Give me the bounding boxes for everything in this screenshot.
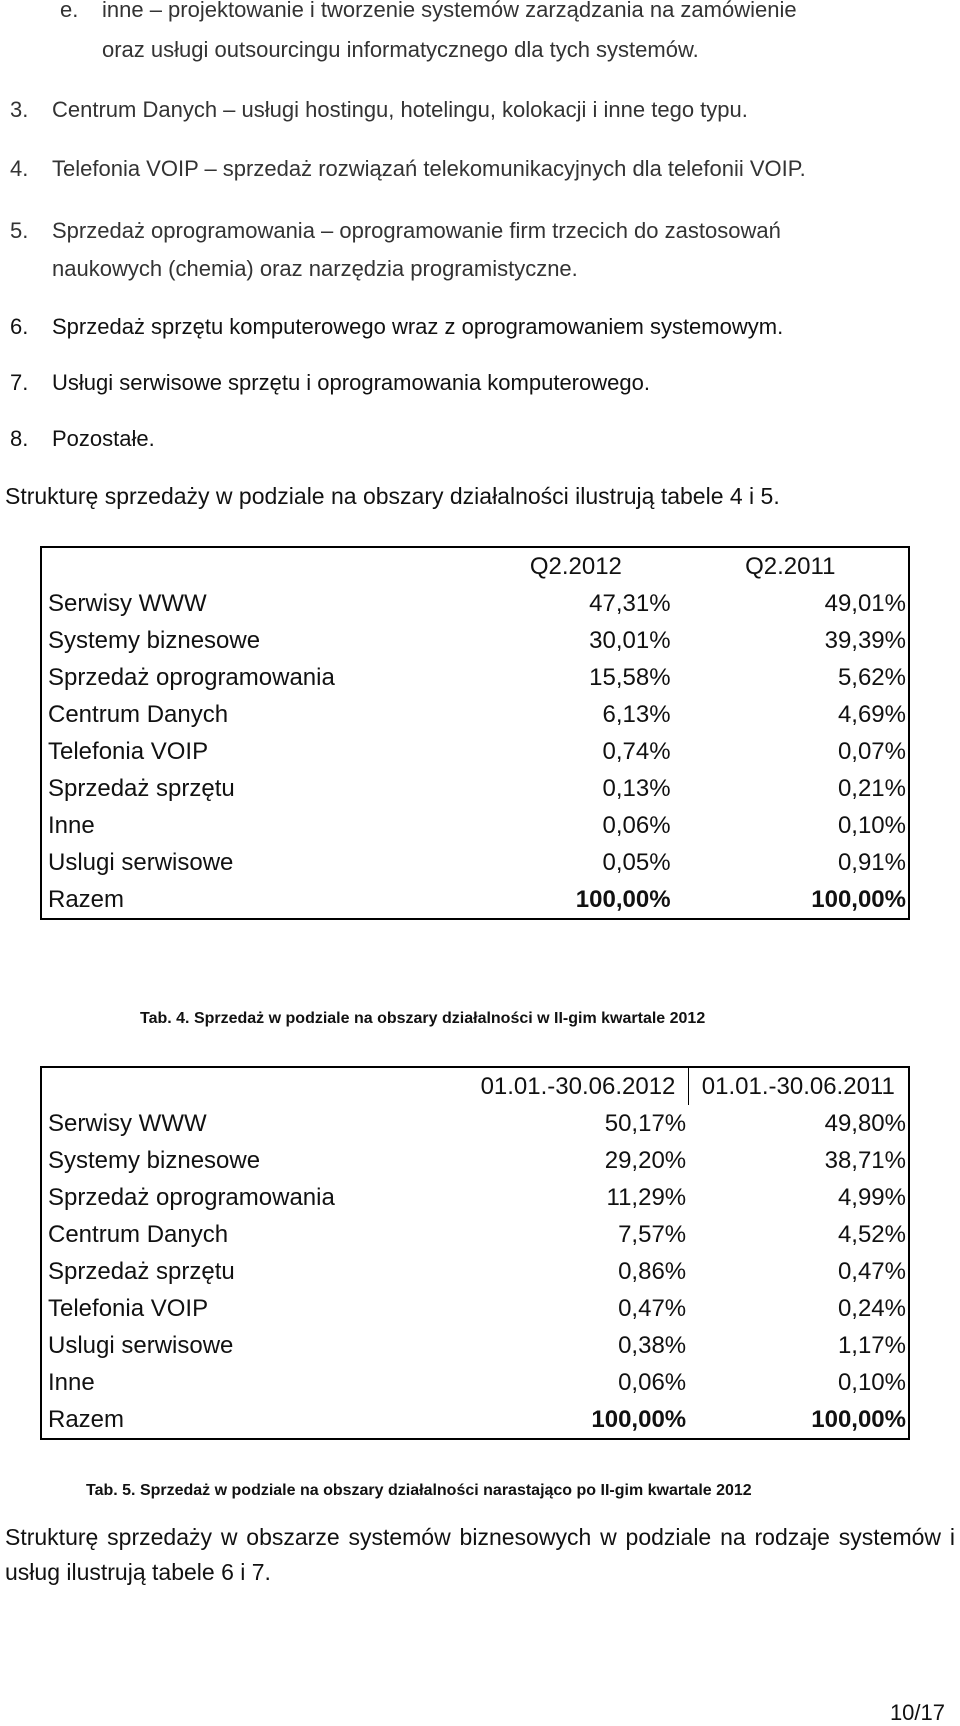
row-label: Inne — [41, 1364, 468, 1401]
row-value: 4,52% — [688, 1216, 909, 1253]
row-value: 49,01% — [673, 585, 909, 622]
row-value: 0,13% — [602, 775, 671, 802]
list-item — [10, 96, 748, 124]
row-label: Razem — [41, 1401, 468, 1439]
row-value: 100,00% — [468, 1401, 688, 1439]
row-value: 0,86% — [618, 1258, 687, 1285]
table-row — [41, 807, 909, 844]
row-value: 0,10% — [673, 807, 909, 844]
list-text: naukowych (chemia) oraz narzędzia programistyczne. — [52, 256, 578, 281]
row-label: Systemy biznesowe — [41, 622, 479, 659]
table-row — [41, 622, 909, 659]
row-value: 0,05% — [602, 849, 671, 876]
row-value: 11,29% — [606, 1184, 687, 1211]
row-value: 0,06% — [618, 1369, 687, 1396]
row-value: 7,57% — [618, 1221, 687, 1248]
table-row — [41, 1364, 909, 1401]
table-caption: Tab. 5. Sprzedaż w podziale na obszary działalności narastająco po II-gim kwartale 2012 — [86, 1482, 752, 1499]
row-value: 0,07% — [673, 733, 909, 770]
table-row-total — [41, 1401, 909, 1439]
table-row — [41, 585, 909, 622]
table-row — [41, 844, 909, 881]
row-label: Telefonia VOIP — [41, 1290, 468, 1327]
table-header: Q2.2012 — [479, 547, 672, 585]
row-value: 100,00% — [479, 881, 672, 919]
table-row — [41, 1142, 909, 1179]
page-number: 10/17 — [889, 1700, 945, 1725]
row-label: Systemy biznesowe — [41, 1142, 468, 1179]
list-item — [10, 425, 155, 453]
row-value: 4,99% — [688, 1179, 909, 1216]
list-item — [60, 0, 797, 24]
list-number: 6. — [10, 314, 29, 339]
row-value: 15,58% — [589, 664, 671, 691]
row-value: 0,47% — [688, 1253, 909, 1290]
list-text: Sprzedaż sprzętu komputerowego wraz z oprogramowaniem systemowym. — [52, 314, 784, 339]
table-row-total — [41, 881, 909, 919]
row-value: 0,47% — [618, 1295, 687, 1322]
row-value: 50,17% — [604, 1110, 687, 1137]
table-row — [41, 733, 909, 770]
row-value: 49,80% — [688, 1105, 909, 1142]
row-label: Centrum Danych — [41, 1216, 468, 1253]
table-header: Q2.2011 — [673, 547, 909, 585]
row-label: Sprzedaż oprogramowania — [41, 1179, 468, 1216]
list-text: Centrum Danych – usługi hostingu, hotelingu, kolokacji i inne tego typu. — [52, 97, 748, 122]
list-number: 4. — [10, 156, 29, 181]
row-value: 4,69% — [673, 696, 909, 733]
table-row — [41, 1290, 909, 1327]
list-text: oraz usługi outsourcingu informatycznego dla tych systemów. — [102, 37, 699, 62]
list-item — [10, 369, 650, 397]
table-row — [41, 1216, 909, 1253]
list-item-continuation — [102, 36, 699, 64]
row-value: 100,00% — [673, 881, 909, 919]
row-value: 5,62% — [673, 659, 909, 696]
list-number: 5. — [10, 218, 29, 243]
row-label: Uslugi serwisowe — [41, 844, 479, 881]
list-text: Pozostałe. — [52, 426, 155, 451]
row-value: 0,10% — [688, 1364, 909, 1401]
table-row — [41, 1327, 909, 1364]
list-text: Telefonia VOIP – sprzedaż rozwiązań telekomunikacyjnych dla telefonii VOIP. — [52, 156, 806, 181]
row-value: 39,39% — [673, 622, 909, 659]
list-number: 7. — [10, 370, 29, 395]
row-value: 0,06% — [602, 812, 671, 839]
row-label: Inne — [41, 807, 479, 844]
row-label: Centrum Danych — [41, 696, 479, 733]
row-value: 29,20% — [604, 1147, 687, 1174]
row-label: Uslugi serwisowe — [41, 1327, 468, 1364]
table-row — [41, 1179, 909, 1216]
row-value: 1,17% — [688, 1327, 909, 1364]
row-value: 6,13% — [602, 701, 671, 728]
list-number: 8. — [10, 426, 29, 451]
sales-table-h1 — [40, 1066, 910, 1440]
row-label: Razem — [41, 881, 479, 919]
list-number: 3. — [10, 97, 29, 122]
row-value: 0,21% — [673, 770, 909, 807]
list-item — [10, 155, 806, 183]
table-row — [41, 659, 909, 696]
row-value: 100,00% — [688, 1401, 909, 1439]
table-header-blank — [41, 1067, 468, 1105]
row-label: Serwisy WWW — [41, 585, 479, 622]
table-caption: Tab. 4. Sprzedaż w podziale na obszary działalności w II-gim kwartale 2012 — [140, 1010, 706, 1027]
list-item — [10, 217, 781, 245]
table-row — [41, 1253, 909, 1290]
table-row — [41, 770, 909, 807]
table-row — [41, 1105, 909, 1142]
table-row — [41, 696, 909, 733]
row-value: 0,74% — [602, 738, 671, 765]
row-value: 38,71% — [688, 1142, 909, 1179]
table-header: 01.01.-30.06.2011 — [688, 1067, 909, 1105]
row-label: Sprzedaż sprzętu — [41, 770, 479, 807]
row-value: 0,24% — [688, 1290, 909, 1327]
list-text: inne – projektowanie i tworzenie systemów zarządzania na zamówienie — [102, 0, 797, 22]
list-item-continuation — [52, 255, 578, 283]
table-header: 01.01.-30.06.2012 — [468, 1067, 688, 1105]
intro-paragraph: Strukturę sprzedaży w podziale na obszary działalności ilustrują tabele 4 i 5. — [5, 483, 780, 509]
row-value: 0,91% — [673, 844, 909, 881]
list-number: e. — [60, 0, 79, 22]
list-text: Usługi serwisowe sprzętu i oprogramowania komputerowego. — [52, 370, 650, 395]
row-label: Sprzedaż sprzętu — [41, 1253, 468, 1290]
row-label: Telefonia VOIP — [41, 733, 479, 770]
row-label: Sprzedaż oprogramowania — [41, 659, 479, 696]
closing-paragraph: Strukturę sprzedaży w obszarze systemów biznesowych w podziale na rodzaje systemów i usług ilustrują tabele 6 i 7. — [5, 1524, 955, 1585]
row-value: 0,38% — [618, 1332, 687, 1359]
list-item — [10, 313, 783, 341]
sales-table-q2 — [40, 546, 910, 920]
list-text: Sprzedaż oprogramowania – oprogramowanie firm trzecich do zastosowań — [52, 218, 781, 243]
row-label: Serwisy WWW — [41, 1105, 468, 1142]
row-value: 30,01% — [589, 627, 671, 654]
row-value: 47,31% — [589, 590, 671, 617]
table-header-blank — [41, 547, 479, 585]
